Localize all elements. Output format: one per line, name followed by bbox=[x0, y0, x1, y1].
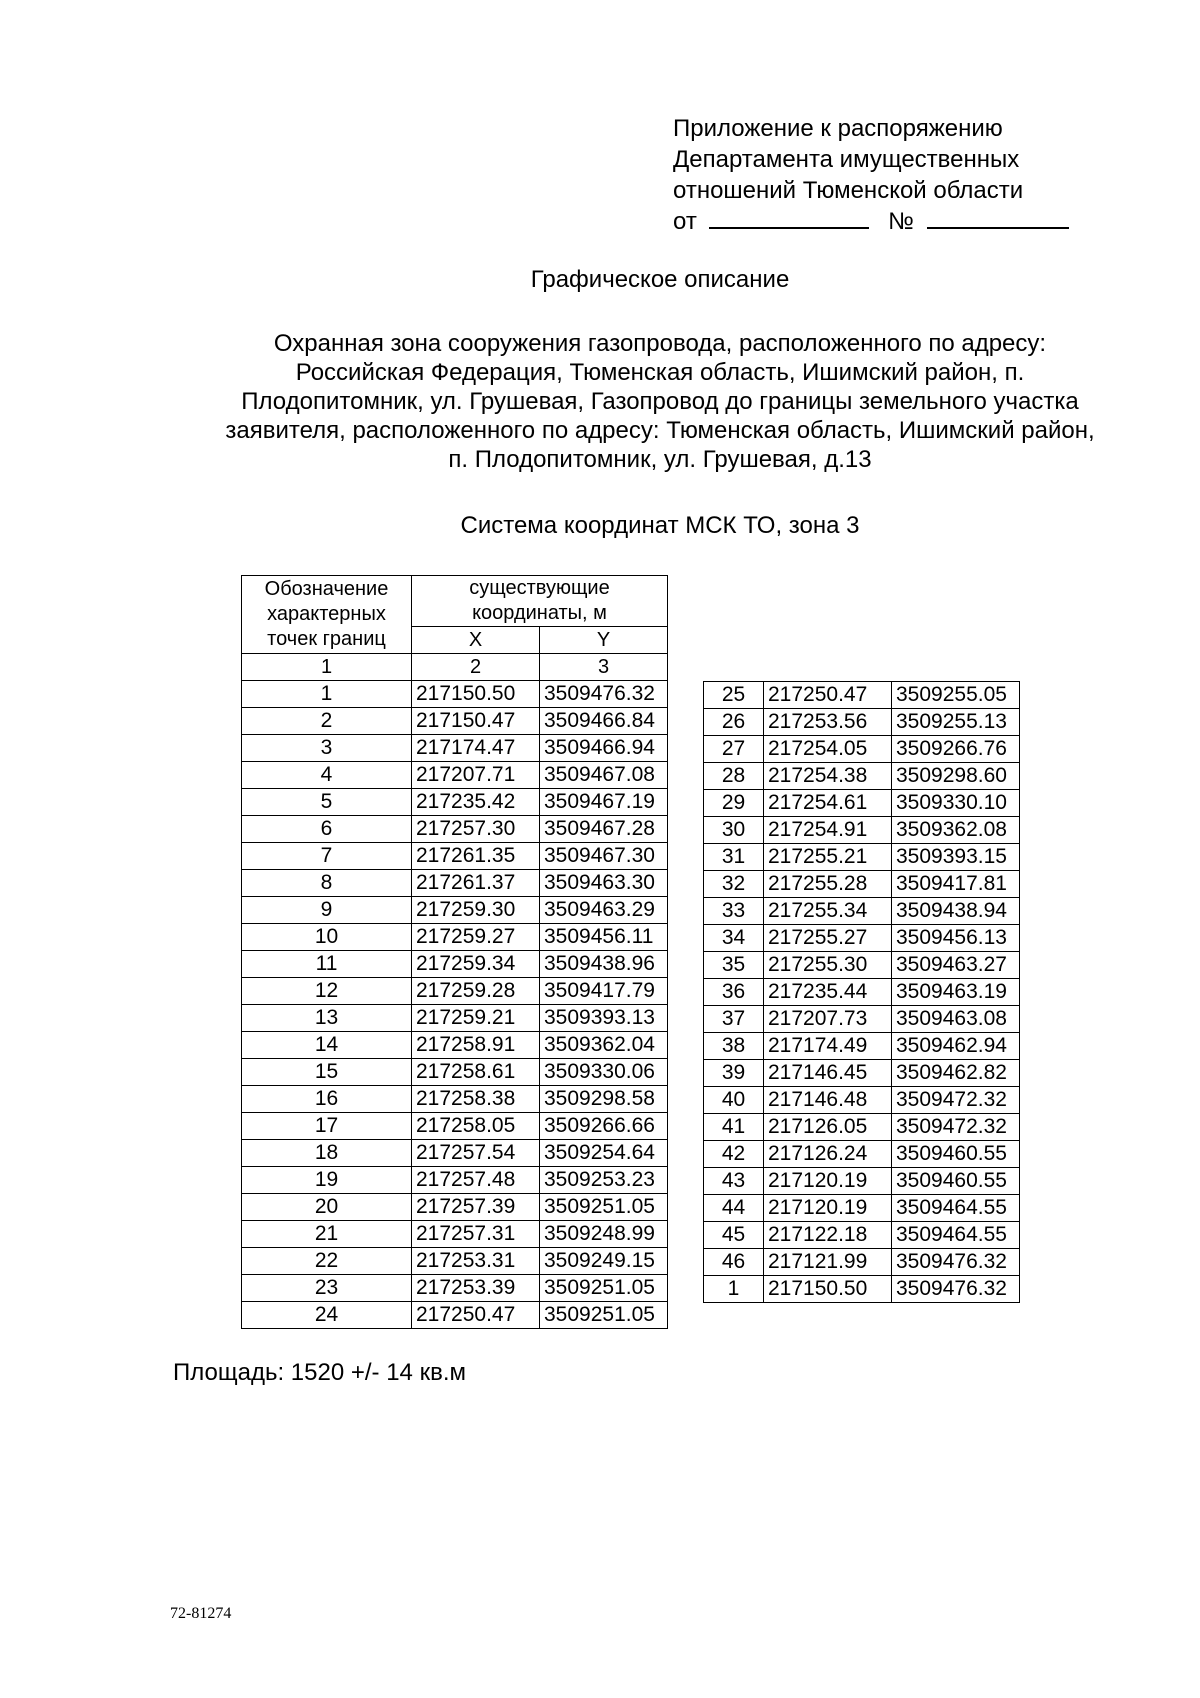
point-number-cell: 41 bbox=[704, 1114, 764, 1141]
table-row bbox=[242, 897, 668, 924]
coordinates-table-right bbox=[703, 681, 1020, 1303]
x-coordinate-cell: 217146.48 bbox=[764, 1087, 892, 1114]
y-coordinate-cell: 3509330.10 bbox=[892, 790, 1020, 817]
x-coordinate-cell: 217258.91 bbox=[412, 1032, 540, 1059]
table-row bbox=[704, 979, 1020, 1006]
table-row bbox=[242, 1221, 668, 1248]
x-coordinate-cell: 217257.31 bbox=[412, 1221, 540, 1248]
table-row bbox=[242, 1059, 668, 1086]
point-number-cell: 22 bbox=[242, 1248, 412, 1275]
table-row bbox=[242, 708, 668, 735]
table-row bbox=[242, 816, 668, 843]
x-coordinate-cell: 217255.27 bbox=[764, 925, 892, 952]
y-coordinate-cell: 3509464.55 bbox=[892, 1195, 1020, 1222]
table-row bbox=[242, 1140, 668, 1167]
document-title: Графическое описание bbox=[530, 266, 790, 293]
point-number-cell: 32 bbox=[704, 871, 764, 898]
description-line: Российская Федерация, Тюменская область, Ишимский район, п. bbox=[295, 359, 1025, 386]
table-row bbox=[242, 924, 668, 951]
y-coordinate-cell: 3509251.05 bbox=[540, 1194, 668, 1221]
x-coordinate-cell: 217122.18 bbox=[764, 1222, 892, 1249]
point-number-cell: 38 bbox=[704, 1033, 764, 1060]
y-coordinate-cell: 3509362.04 bbox=[540, 1032, 668, 1059]
point-number-cell: 18 bbox=[242, 1140, 412, 1167]
y-coordinate-cell: 3509463.30 bbox=[540, 870, 668, 897]
y-coordinate-cell: 3509417.79 bbox=[540, 978, 668, 1005]
appendix-line-1: Приложение к распоряжению bbox=[673, 115, 1003, 142]
y-coordinate-cell: 3509463.08 bbox=[892, 1006, 1020, 1033]
x-coordinate-cell: 217146.45 bbox=[764, 1060, 892, 1087]
table-row bbox=[242, 1248, 668, 1275]
x-coordinate-cell: 217257.54 bbox=[412, 1140, 540, 1167]
table-row bbox=[242, 762, 668, 789]
x-coordinate-cell: 217126.24 bbox=[764, 1141, 892, 1168]
from-label: от bbox=[673, 208, 697, 235]
y-coordinate-cell: 3509460.55 bbox=[892, 1168, 1020, 1195]
table-row bbox=[704, 790, 1020, 817]
area-value: Площадь: 1520 +/- 14 кв.м bbox=[173, 1359, 466, 1386]
point-number-cell: 20 bbox=[242, 1194, 412, 1221]
table-row bbox=[242, 1005, 668, 1032]
appendix-line-3: отношений Тюменской области bbox=[673, 177, 1024, 204]
x-coordinate-cell: 217126.05 bbox=[764, 1114, 892, 1141]
point-number-cell: 42 bbox=[704, 1141, 764, 1168]
appendix-header bbox=[673, 113, 1069, 237]
x-coordinate-cell: 217259.34 bbox=[412, 951, 540, 978]
x-coordinate-cell: 217174.49 bbox=[764, 1033, 892, 1060]
header-x: X bbox=[412, 627, 540, 654]
description-line: п. Плодопитомник, ул. Грушевая, д.13 bbox=[448, 446, 872, 473]
x-coordinate-cell: 217235.42 bbox=[412, 789, 540, 816]
x-coordinate-cell: 217121.99 bbox=[764, 1249, 892, 1276]
table-row bbox=[704, 1141, 1020, 1168]
table-row bbox=[704, 1087, 1020, 1114]
x-coordinate-cell: 217261.35 bbox=[412, 843, 540, 870]
table-row bbox=[242, 1194, 668, 1221]
y-coordinate-cell: 3509462.94 bbox=[892, 1033, 1020, 1060]
x-coordinate-cell: 217254.38 bbox=[764, 763, 892, 790]
point-number-cell: 5 bbox=[242, 789, 412, 816]
registration-number: 72-81274 bbox=[170, 1605, 232, 1622]
point-number-cell: 19 bbox=[242, 1167, 412, 1194]
point-number-cell: 35 bbox=[704, 952, 764, 979]
point-number-cell: 3 bbox=[242, 735, 412, 762]
point-number-cell: 43 bbox=[704, 1168, 764, 1195]
point-number-cell: 13 bbox=[242, 1005, 412, 1032]
y-coordinate-cell: 3509472.32 bbox=[892, 1087, 1020, 1114]
table-row bbox=[704, 1114, 1020, 1141]
y-coordinate-cell: 3509476.32 bbox=[892, 1276, 1020, 1303]
table-row bbox=[704, 709, 1020, 736]
zone-description bbox=[170, 329, 1150, 474]
point-number-cell: 2 bbox=[242, 708, 412, 735]
x-coordinate-cell: 217257.48 bbox=[412, 1167, 540, 1194]
y-coordinate-cell: 3509467.30 bbox=[540, 843, 668, 870]
y-coordinate-cell: 3509438.94 bbox=[892, 898, 1020, 925]
column-number-3: 3 bbox=[540, 654, 668, 681]
x-coordinate-cell: 217120.19 bbox=[764, 1195, 892, 1222]
y-coordinate-cell: 3509463.29 bbox=[540, 897, 668, 924]
coordinate-system: Система координат МСК ТО, зона 3 bbox=[460, 512, 860, 539]
table-row bbox=[704, 736, 1020, 763]
point-number-cell: 33 bbox=[704, 898, 764, 925]
x-coordinate-cell: 217255.21 bbox=[764, 844, 892, 871]
y-coordinate-cell: 3509476.32 bbox=[892, 1249, 1020, 1276]
y-coordinate-cell: 3509298.58 bbox=[540, 1086, 668, 1113]
x-coordinate-cell: 217120.19 bbox=[764, 1168, 892, 1195]
table-row bbox=[704, 763, 1020, 790]
table-row bbox=[704, 952, 1020, 979]
table-row bbox=[704, 1276, 1020, 1303]
number-blank bbox=[927, 209, 1069, 229]
table-row bbox=[242, 978, 668, 1005]
x-coordinate-cell: 217250.47 bbox=[764, 682, 892, 709]
table-row bbox=[704, 817, 1020, 844]
y-coordinate-cell: 3509466.84 bbox=[540, 708, 668, 735]
x-coordinate-cell: 217254.05 bbox=[764, 736, 892, 763]
y-coordinate-cell: 3509456.11 bbox=[540, 924, 668, 951]
x-coordinate-cell: 217259.28 bbox=[412, 978, 540, 1005]
x-coordinate-cell: 217174.47 bbox=[412, 735, 540, 762]
table-row bbox=[704, 1060, 1020, 1087]
y-coordinate-cell: 3509460.55 bbox=[892, 1141, 1020, 1168]
table-row bbox=[704, 844, 1020, 871]
y-coordinate-cell: 3509467.19 bbox=[540, 789, 668, 816]
y-coordinate-cell: 3509466.94 bbox=[540, 735, 668, 762]
x-coordinate-cell: 217255.28 bbox=[764, 871, 892, 898]
x-coordinate-cell: 217150.50 bbox=[764, 1276, 892, 1303]
y-coordinate-cell: 3509467.08 bbox=[540, 762, 668, 789]
table-row bbox=[704, 1006, 1020, 1033]
x-coordinate-cell: 217257.30 bbox=[412, 816, 540, 843]
x-coordinate-cell: 217258.05 bbox=[412, 1113, 540, 1140]
x-coordinate-cell: 217207.73 bbox=[764, 1006, 892, 1033]
point-number-cell: 15 bbox=[242, 1059, 412, 1086]
point-number-cell: 30 bbox=[704, 817, 764, 844]
point-number-cell: 1 bbox=[704, 1276, 764, 1303]
y-coordinate-cell: 3509417.81 bbox=[892, 871, 1020, 898]
point-number-cell: 8 bbox=[242, 870, 412, 897]
point-number-cell: 11 bbox=[242, 951, 412, 978]
point-number-cell: 25 bbox=[704, 682, 764, 709]
x-coordinate-cell: 217235.44 bbox=[764, 979, 892, 1006]
y-coordinate-cell: 3509249.15 bbox=[540, 1248, 668, 1275]
number-label: № bbox=[888, 208, 914, 235]
point-number-cell: 34 bbox=[704, 925, 764, 952]
x-coordinate-cell: 217261.37 bbox=[412, 870, 540, 897]
point-number-cell: 26 bbox=[704, 709, 764, 736]
coordinates-table-left bbox=[241, 575, 668, 1329]
table-row bbox=[242, 1113, 668, 1140]
point-number-cell: 45 bbox=[704, 1222, 764, 1249]
y-coordinate-cell: 3509463.27 bbox=[892, 952, 1020, 979]
y-coordinate-cell: 3509476.32 bbox=[540, 681, 668, 708]
y-coordinate-cell: 3509251.05 bbox=[540, 1302, 668, 1329]
point-number-cell: 16 bbox=[242, 1086, 412, 1113]
description-line: Охранная зона сооружения газопровода, расположенного по адресу: bbox=[273, 330, 1047, 357]
table-row bbox=[704, 1033, 1020, 1060]
appendix-date-number-line bbox=[673, 206, 1069, 237]
table-row bbox=[704, 682, 1020, 709]
y-coordinate-cell: 3509255.05 bbox=[892, 682, 1020, 709]
point-number-cell: 40 bbox=[704, 1087, 764, 1114]
x-coordinate-cell: 217150.47 bbox=[412, 708, 540, 735]
point-number-cell: 7 bbox=[242, 843, 412, 870]
date-blank bbox=[709, 209, 869, 229]
point-number-cell: 29 bbox=[704, 790, 764, 817]
y-coordinate-cell: 3509393.13 bbox=[540, 1005, 668, 1032]
y-coordinate-cell: 3509253.23 bbox=[540, 1167, 668, 1194]
x-coordinate-cell: 217150.50 bbox=[412, 681, 540, 708]
y-coordinate-cell: 3509463.19 bbox=[892, 979, 1020, 1006]
table-row bbox=[704, 925, 1020, 952]
table-row bbox=[704, 871, 1020, 898]
header-y: Y bbox=[540, 627, 668, 654]
point-number-cell: 23 bbox=[242, 1275, 412, 1302]
point-number-cell: 6 bbox=[242, 816, 412, 843]
x-coordinate-cell: 217259.30 bbox=[412, 897, 540, 924]
y-coordinate-cell: 3509255.13 bbox=[892, 709, 1020, 736]
x-coordinate-cell: 217253.31 bbox=[412, 1248, 540, 1275]
point-number-cell: 44 bbox=[704, 1195, 764, 1222]
table-row bbox=[242, 735, 668, 762]
x-coordinate-cell: 217257.39 bbox=[412, 1194, 540, 1221]
y-coordinate-cell: 3509393.15 bbox=[892, 844, 1020, 871]
y-coordinate-cell: 3509251.05 bbox=[540, 1275, 668, 1302]
appendix-line-2: Департамента имущественных bbox=[673, 146, 1020, 173]
point-number-cell: 28 bbox=[704, 763, 764, 790]
point-number-cell: 9 bbox=[242, 897, 412, 924]
header-coordinates: существующие координаты, м bbox=[412, 576, 668, 627]
table-row bbox=[242, 1032, 668, 1059]
table-row bbox=[242, 681, 668, 708]
column-number-2: 2 bbox=[412, 654, 540, 681]
y-coordinate-cell: 3509298.60 bbox=[892, 763, 1020, 790]
table-row bbox=[242, 1302, 668, 1329]
point-number-cell: 46 bbox=[704, 1249, 764, 1276]
table-row bbox=[704, 1222, 1020, 1249]
x-coordinate-cell: 217254.91 bbox=[764, 817, 892, 844]
table-row bbox=[242, 951, 668, 978]
x-coordinate-cell: 217255.30 bbox=[764, 952, 892, 979]
table-row bbox=[242, 843, 668, 870]
table-row bbox=[242, 789, 668, 816]
y-coordinate-cell: 3509254.64 bbox=[540, 1140, 668, 1167]
x-coordinate-cell: 217258.38 bbox=[412, 1086, 540, 1113]
point-number-cell: 4 bbox=[242, 762, 412, 789]
header-point-designation: Обозначение характерных точек границ bbox=[242, 576, 412, 654]
x-coordinate-cell: 217255.34 bbox=[764, 898, 892, 925]
point-number-cell: 17 bbox=[242, 1113, 412, 1140]
y-coordinate-cell: 3509462.82 bbox=[892, 1060, 1020, 1087]
description-line: Плодопитомник, ул. Грушевая, Газопровод до границы земельного участка bbox=[241, 388, 1079, 415]
table-row bbox=[704, 1249, 1020, 1276]
point-number-cell: 36 bbox=[704, 979, 764, 1006]
y-coordinate-cell: 3509467.28 bbox=[540, 816, 668, 843]
x-coordinate-cell: 217253.56 bbox=[764, 709, 892, 736]
point-number-cell: 37 bbox=[704, 1006, 764, 1033]
x-coordinate-cell: 217250.47 bbox=[412, 1302, 540, 1329]
table-row bbox=[242, 870, 668, 897]
y-coordinate-cell: 3509438.96 bbox=[540, 951, 668, 978]
y-coordinate-cell: 3509330.06 bbox=[540, 1059, 668, 1086]
x-coordinate-cell: 217254.61 bbox=[764, 790, 892, 817]
point-number-cell: 1 bbox=[242, 681, 412, 708]
table-row bbox=[704, 1195, 1020, 1222]
point-number-cell: 12 bbox=[242, 978, 412, 1005]
point-number-cell: 21 bbox=[242, 1221, 412, 1248]
x-coordinate-cell: 217258.61 bbox=[412, 1059, 540, 1086]
y-coordinate-cell: 3509464.55 bbox=[892, 1222, 1020, 1249]
y-coordinate-cell: 3509456.13 bbox=[892, 925, 1020, 952]
y-coordinate-cell: 3509266.76 bbox=[892, 736, 1020, 763]
point-number-cell: 10 bbox=[242, 924, 412, 951]
y-coordinate-cell: 3509266.66 bbox=[540, 1113, 668, 1140]
point-number-cell: 31 bbox=[704, 844, 764, 871]
table-row bbox=[242, 1086, 668, 1113]
point-number-cell: 27 bbox=[704, 736, 764, 763]
x-coordinate-cell: 217207.71 bbox=[412, 762, 540, 789]
x-coordinate-cell: 217259.27 bbox=[412, 924, 540, 951]
y-coordinate-cell: 3509248.99 bbox=[540, 1221, 668, 1248]
point-number-cell: 24 bbox=[242, 1302, 412, 1329]
table-row bbox=[242, 1275, 668, 1302]
table-row bbox=[704, 1168, 1020, 1195]
table-row bbox=[704, 898, 1020, 925]
x-coordinate-cell: 217253.39 bbox=[412, 1275, 540, 1302]
x-coordinate-cell: 217259.21 bbox=[412, 1005, 540, 1032]
point-number-cell: 39 bbox=[704, 1060, 764, 1087]
y-coordinate-cell: 3509362.08 bbox=[892, 817, 1020, 844]
table-row bbox=[242, 1167, 668, 1194]
y-coordinate-cell: 3509472.32 bbox=[892, 1114, 1020, 1141]
point-number-cell: 14 bbox=[242, 1032, 412, 1059]
description-line: заявителя, расположенного по адресу: Тюменская область, Ишимский район, bbox=[225, 417, 1095, 444]
column-number-1: 1 bbox=[242, 654, 412, 681]
